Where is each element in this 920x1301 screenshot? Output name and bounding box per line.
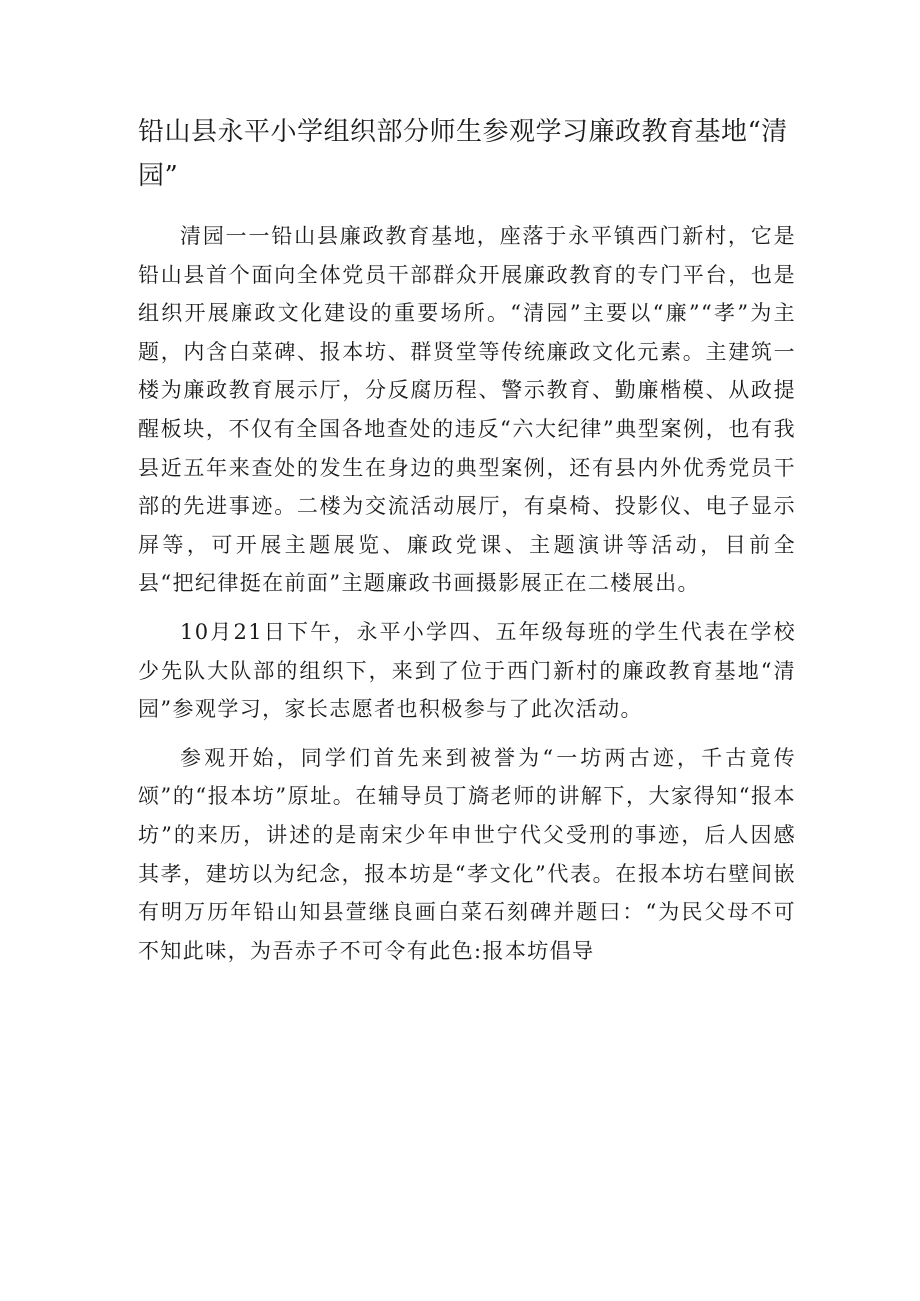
paragraph-baobenfang: 参观开始，同学们首先来到被誉为“一坊两古迹，千古竟传颂”的“报本坊”原址。在辅导员丁旖老师的讲解下，大家得知“报本坊”的来历，讲述的是南宋少年申世宁代父受刑的事迹，后人因感其孝，建坊以为纪念，报本坊是“孝文化”代表。在报本坊右壁间嵌有明万历年铅山知县萱继良画白菜石刻碑并题曰：“为民父母不可不知此味，为吾赤子不可令有此色:报本坊倡导 bbox=[138, 745, 796, 963]
document-body bbox=[138, 110, 796, 970]
paragraph-introduction: 清园一一铅山县廉政教育基地，座落于永平镇西门新村，它是铅山县首个面向全体党员干部群众开展廉政教育的专门平台，也是组织开展廉政文化建设的重要场所。“清园”主要以“廉”“孝”为主题，内含白菜碑、报本坊、群贤堂等传统廉政文化元素。主建筑一楼为廉政教育展示厅，分反腐历程、警示教育、勤廉楷模、从政提醒板块，不仅有全国各地查处的违反“六大纪律”典型案例，也有我县近五年来查处的发生在身边的典型案例，还有县内外优秀党员干部的先进事迹。二楼为交流活动展厅，有桌椅、投影仪、电子显示屏等，可开展主题展览、廉政党课、主题演讲等活动，目前全县“把纪律挺在前面”主题廉政书画摄影展正在二楼展出。 bbox=[138, 224, 796, 596]
document-title: 铅山县永平小学组织部分师生参观学习廉政教育基地“清园” bbox=[138, 117, 788, 191]
paragraph-visit-date: 10月21日下午，永平小学四、五年级每班的学生代表在学校少先队大队部的组织下，来到了位于西门新村的廉政教育基地“清园”参观学习，家长志愿者也积极参与了此次活动。 bbox=[138, 619, 796, 722]
